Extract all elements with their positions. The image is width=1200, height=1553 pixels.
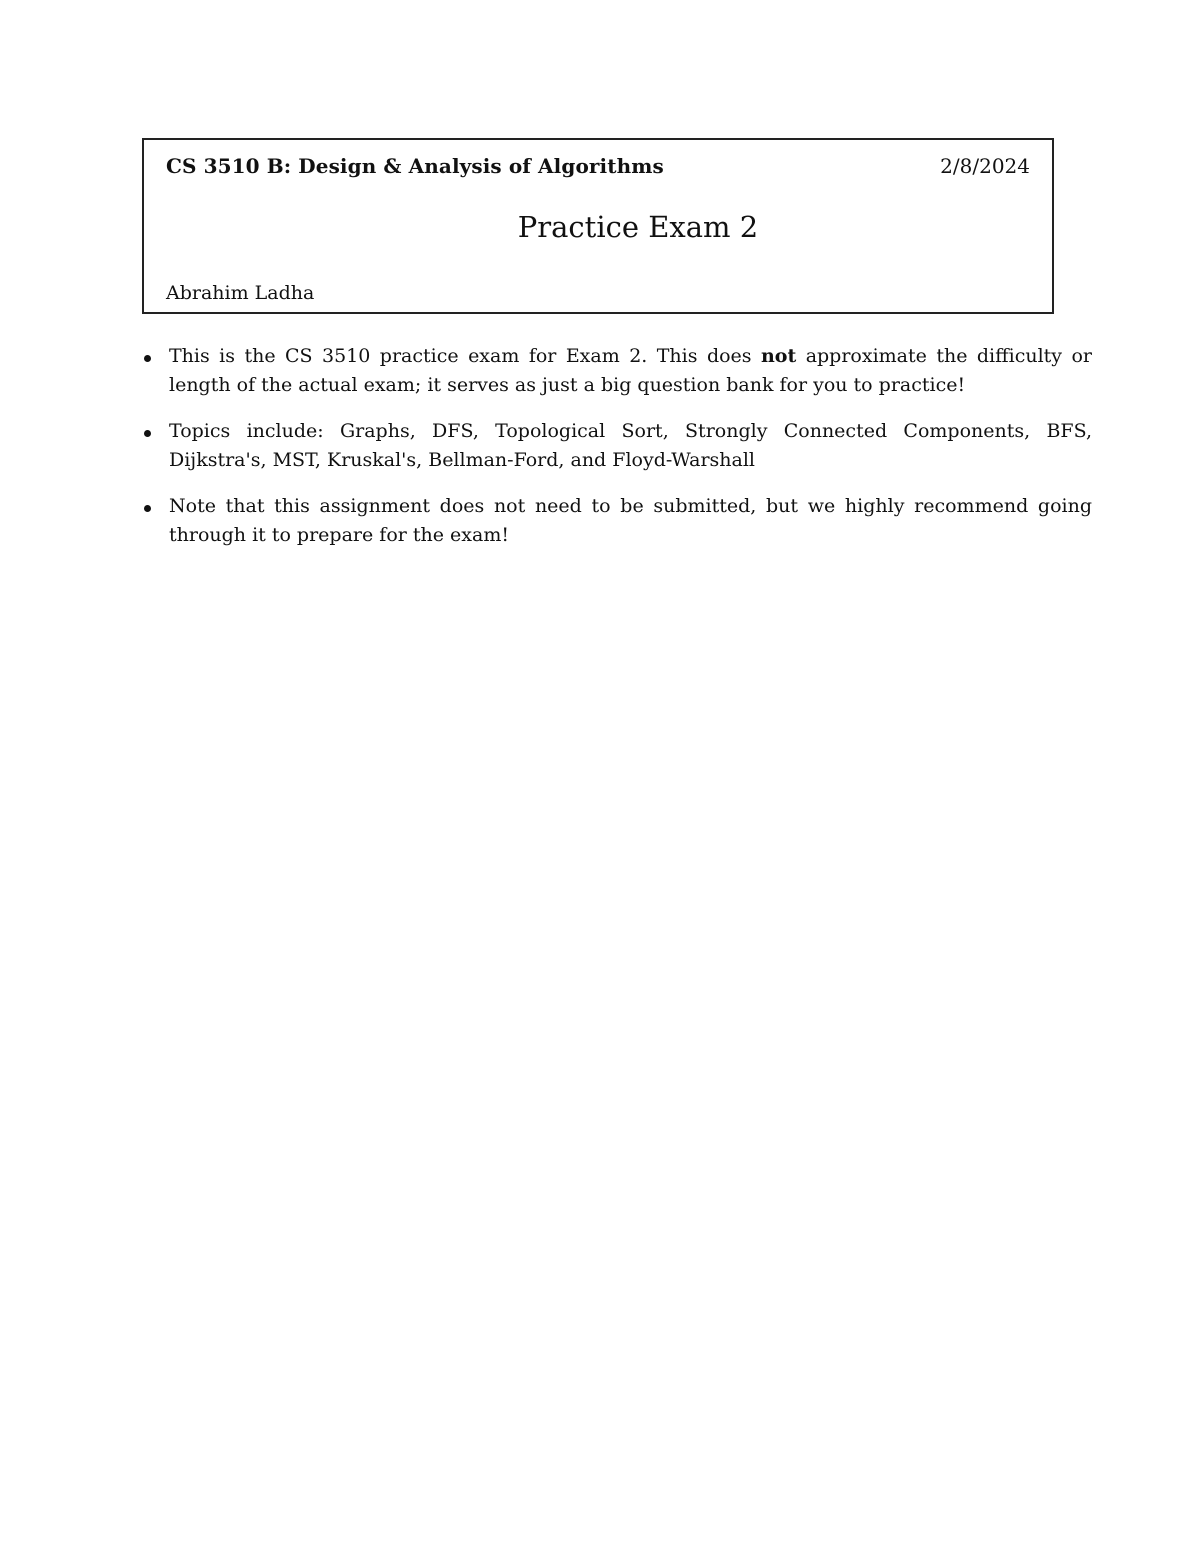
instruction-text: Note that this assignment does not need to be submitted, but we highly recommend going through it to prepare for the exam! <box>169 495 1092 546</box>
exam-title: Practice Exam 2 <box>517 210 759 244</box>
course-title: CS 3510 B: Design & Analysis of Algorithms <box>166 154 664 178</box>
instruction-item <box>142 417 1092 475</box>
author-name: Abrahim Ladha <box>166 282 315 304</box>
bullet-icon <box>144 355 151 362</box>
instruction-emphasis: not <box>760 345 797 367</box>
instruction-text: Topics include: Graphs, DFS, Topological Sort, Strongly Connected Components, BFS, Dijkstra's, MST, Kruskal's, Bellman-Ford, and Floyd-Warshall <box>169 420 1092 471</box>
exam-date: 2/8/2024 <box>940 154 1030 178</box>
instructions-list <box>142 342 1092 567</box>
bullet-icon <box>144 505 151 512</box>
bullet-icon <box>144 430 151 437</box>
header-box <box>142 138 1054 314</box>
instruction-text-start: This is the CS 3510 practice exam for Exam 2. This does <box>169 345 761 367</box>
instruction-item <box>142 342 1092 400</box>
instruction-text-end: approximate the difficulty or length of the actual exam; it serves as just a big question bank for you to practice! <box>169 345 1092 396</box>
instruction-item <box>142 492 1092 550</box>
